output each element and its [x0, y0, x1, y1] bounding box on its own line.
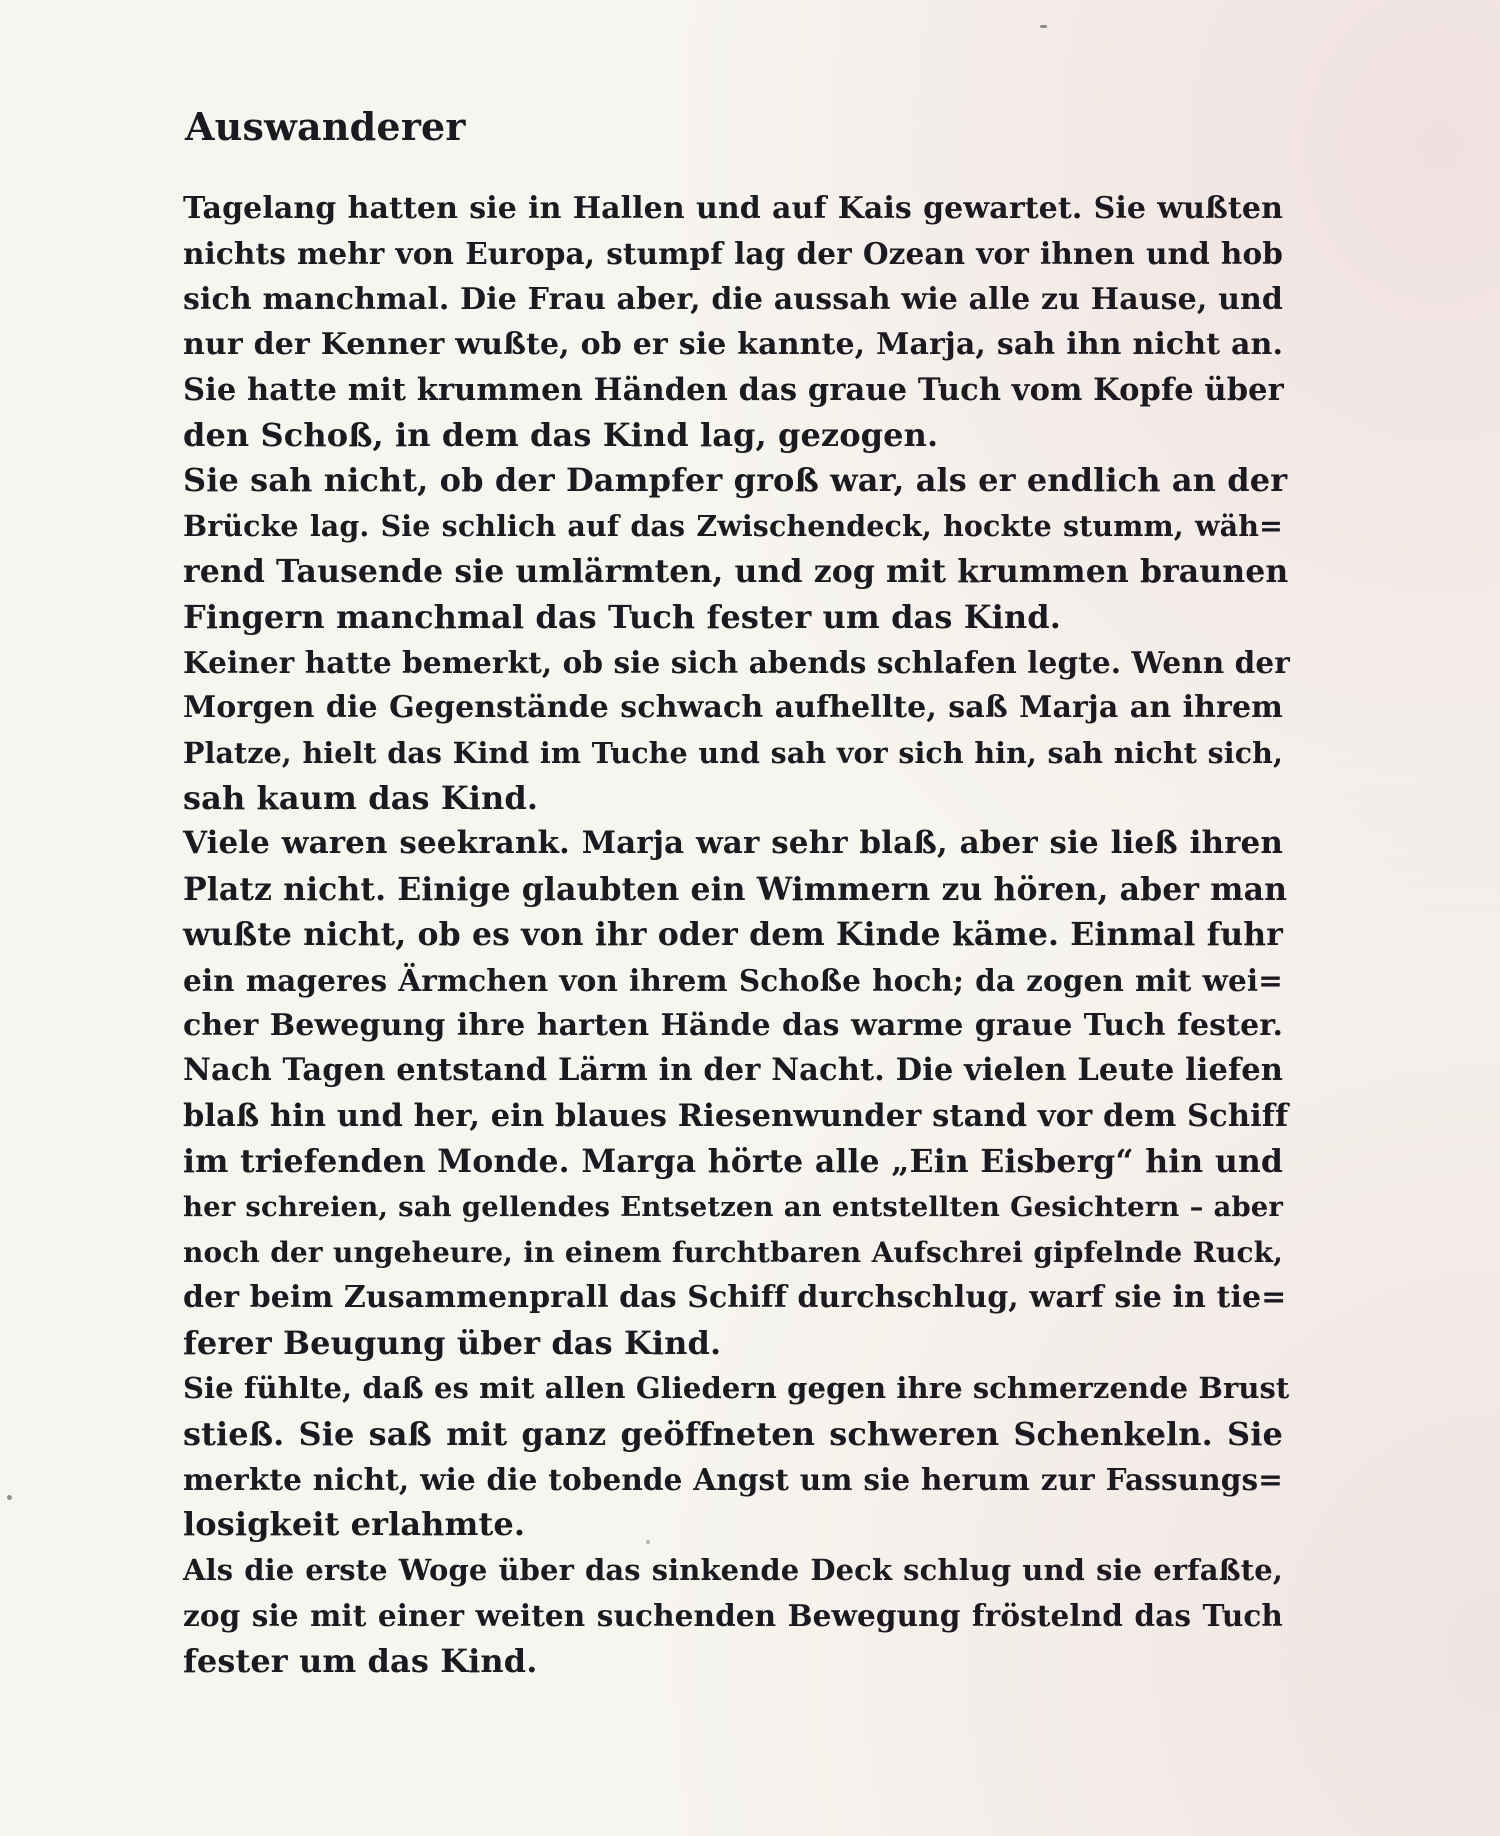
text-line: Platz nicht. Einige glaubten ein Wimmern zu hören, aber man — [183, 870, 1288, 908]
ink-speck — [1040, 25, 1047, 28]
text-line: Nach Tagen entstand Lärm in der Nacht. Die vielen Leute liefen — [183, 1052, 1283, 1089]
text-line: stieß. Sie saß mit ganz geöffneten schweren Schenkeln. Sie — [183, 1414, 1283, 1453]
text-line: Sie sah nicht, ob der Dampfer groß war, als er endlich an der — [183, 461, 1288, 500]
text-line: nur der Kenner wußte, ob er sie kannte, Marja, sah ihn nicht an. — [183, 327, 1283, 363]
text-line: noch der ungeheure, in einem furchtbaren Aufschrei gipfelnde Ruck, — [183, 1235, 1283, 1269]
text-line: Tagelang hatten sie in Hallen und auf Kais gewartet. Sie wußten — [183, 191, 1283, 226]
text-line: Als die erste Woge über das sinkende Deck schlug und sie erfaßte, — [183, 1552, 1283, 1587]
text-line: merkte nicht, wie die tobende Angst um sie herum zur Fassungs= — [183, 1461, 1283, 1497]
text-line: ferer Beugung über das Kind. — [183, 1323, 722, 1362]
text-line: zog sie mit einer weiten suchenden Bewegung fröstelnd das Tuch — [183, 1598, 1283, 1634]
text-line: Morgen die Gegenstände schwach aufhellte, saß Marja an ihrem — [183, 690, 1283, 726]
text-line: her schreien, sah gellendes Entsetzen an entstellten Gesichtern – aber — [183, 1190, 1283, 1223]
text-line: wußte nicht, ob es von ihr oder dem Kinde käme. Einmal fuhr — [183, 916, 1283, 954]
text-line: rend Tausende sie umlärmten, und zog mit krummen braunen — [183, 553, 1289, 591]
text-line: losigkeit erlahmte. — [183, 1505, 526, 1544]
ink-speck — [7, 1495, 12, 1500]
text-line: Brücke lag. Sie schlich auf das Zwischendeck, hockte stumm, wäh= — [183, 508, 1283, 543]
text-line: Keiner hatte bemerkt, ob sie sich abends schlafen legte. Wenn der — [183, 644, 1290, 680]
text-line: Sie fühlte, daß es mit allen Gliedern gegen ihre schmerzende Brust — [183, 1371, 1290, 1406]
text-line: Platze, hielt das Kind im Tuche und sah vor sich hin, sah nicht sich, — [183, 735, 1283, 770]
text-line: fester um das Kind. — [183, 1641, 538, 1680]
story-text — [183, 186, 1290, 1684]
page-title: Auswanderer — [185, 104, 466, 149]
text-line: den Schoß, in dem das Kind lag, gezogen. — [183, 415, 939, 454]
text-line: ein mageres Ärmchen von ihrem Schoße hoch; da zogen mit wei= — [183, 962, 1283, 998]
text-line: Fingern manchmal das Tuch fester um das Kind. — [183, 597, 1061, 636]
text-line: Sie hatte mit krummen Händen das graue Tuch vom Kopfe über — [183, 371, 1284, 408]
text-line: sich manchmal. Die Frau aber, die aussah wie alle zu Hause, und — [183, 281, 1283, 317]
text-line: der beim Zusammenprall das Schiff durchschlug, warf sie in tie= — [183, 1280, 1287, 1316]
text-line: im triefenden Monde. Marga hörte alle „Ein Eisberg“ hin und — [183, 1143, 1283, 1181]
text-line: sah kaum das Kind. — [183, 779, 539, 818]
text-line: nichts mehr von Europa, stumpf lag der Ozean vor ihnen und hob — [183, 236, 1283, 272]
text-line: blaß hin und her, ein blaues Riesenwunder stand vor dem Schiff — [183, 1097, 1289, 1134]
text-line: Viele waren seekrank. Marja war sehr blaß, aber sie ließ ihren — [183, 825, 1283, 862]
text-line: cher Bewegung ihre harten Hände das warme graue Tuch fester. — [183, 1008, 1283, 1044]
